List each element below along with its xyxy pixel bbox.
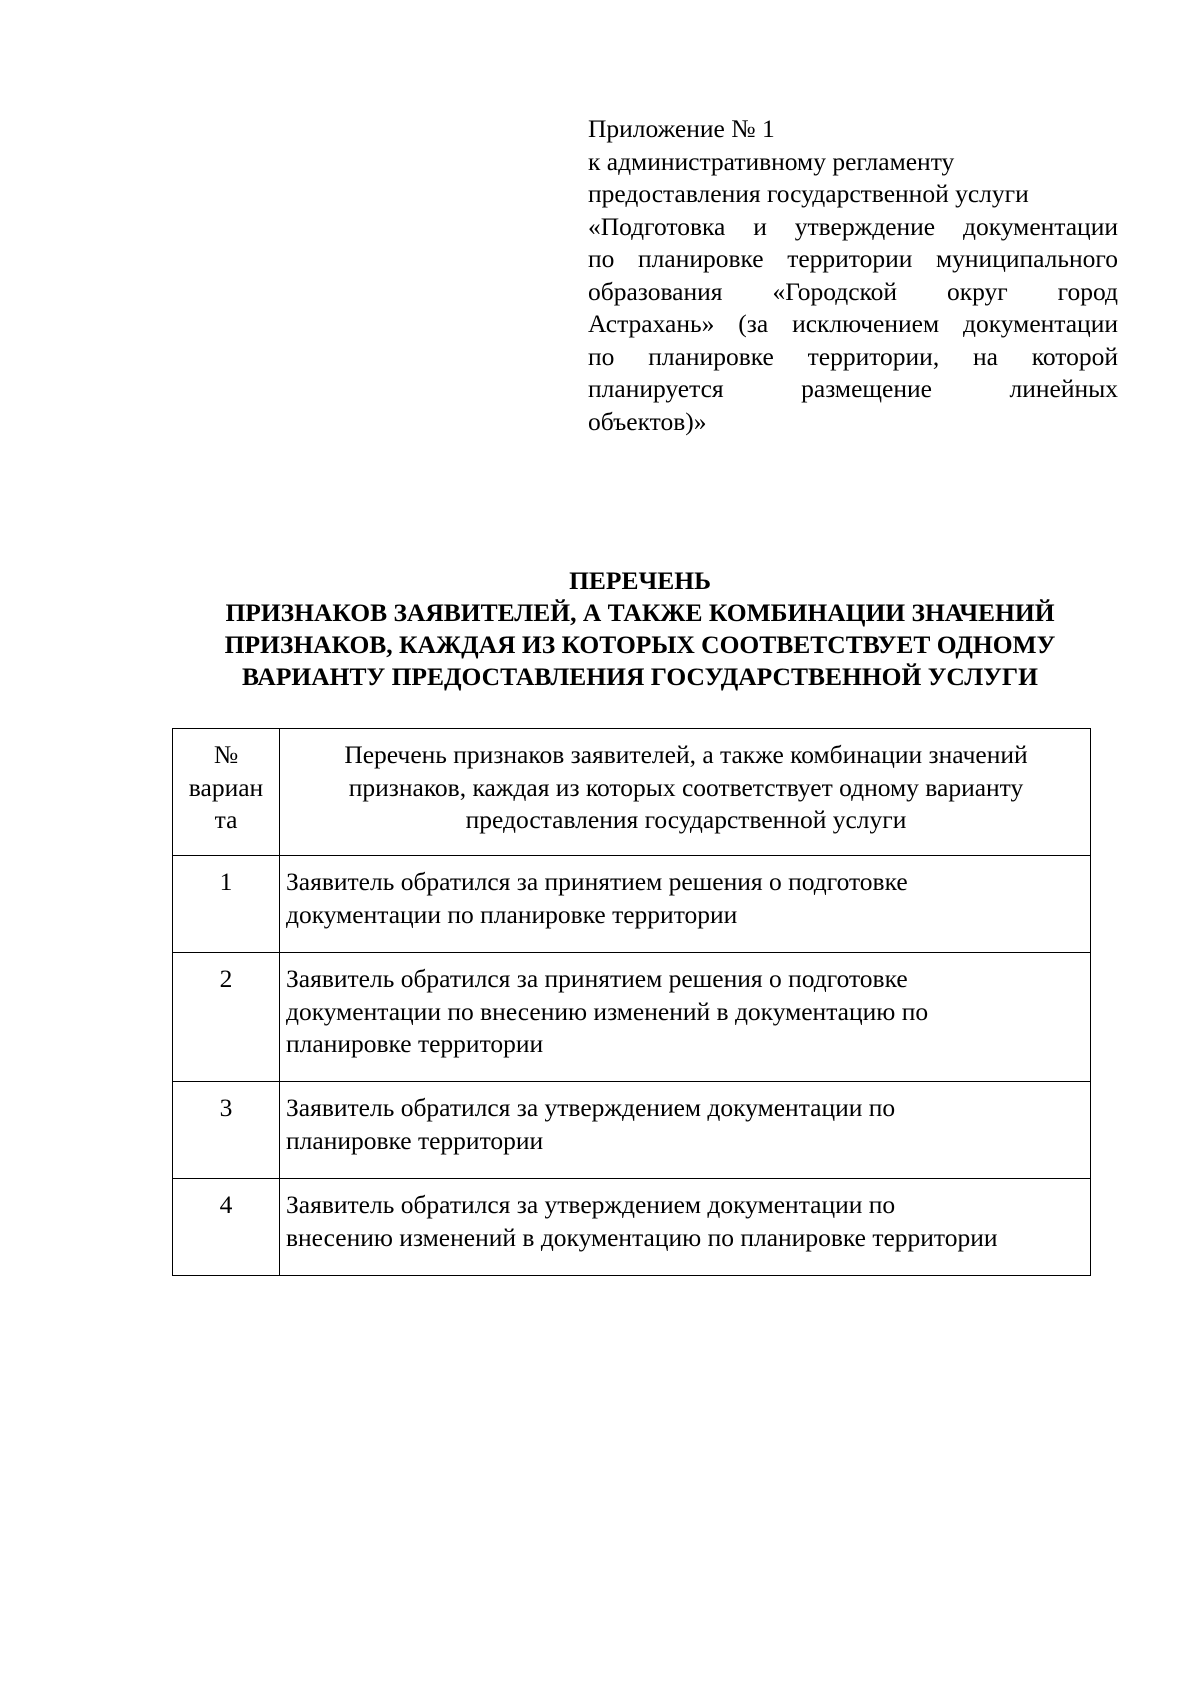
appendix-line: по планировке территории муниципального bbox=[588, 244, 1118, 273]
header-num-line: № bbox=[213, 740, 239, 769]
table-row bbox=[173, 953, 1091, 1082]
variant-text-line: документации по планировке территории bbox=[286, 899, 738, 929]
variant-text-line: планировке территории bbox=[286, 1029, 544, 1058]
title-line: ПРИЗНАКОВ ЗАЯВИТЕЛЕЙ, А ТАКЖЕ КОМБИНАЦИИ ЗНАЧЕНИЙ bbox=[225, 598, 1055, 627]
appendix-block bbox=[588, 113, 1118, 438]
variant-text-line: Заявитель обратился за принятием решения о подготовке bbox=[286, 867, 908, 896]
variant-description bbox=[280, 1179, 1091, 1276]
appendix-line: «Подготовка и утверждение документации bbox=[588, 211, 1118, 241]
variant-text-line: внесению изменений в документацию по планировке территории bbox=[286, 1222, 998, 1252]
variant-text-line: документации по внесению изменений в документацию по bbox=[286, 996, 929, 1026]
table-row bbox=[173, 856, 1091, 953]
header-text-cell bbox=[280, 729, 1091, 856]
title-line: ПРИЗНАКОВ, КАЖДАЯ ИЗ КОТОРЫХ СООТВЕТСТВУЕТ ОДНОМУ bbox=[224, 630, 1056, 659]
variant-number: 2 bbox=[173, 953, 280, 1082]
appendix-line: предоставления государственной услуги bbox=[588, 179, 1029, 208]
table-header-row bbox=[173, 729, 1091, 856]
variant-description bbox=[280, 953, 1091, 1082]
header-text-line: Перечень признаков заявителей, а также комбинации значений bbox=[344, 740, 1028, 769]
variant-number: 1 bbox=[173, 856, 280, 953]
table-row bbox=[173, 1082, 1091, 1179]
variant-text-line: планировке территории bbox=[286, 1125, 544, 1155]
header-num-line: вариан bbox=[188, 772, 264, 802]
title-line: ВАРИАНТУ ПРЕДОСТАВЛЕНИЯ ГОСУДАРСТВЕННОЙ УСЛУГИ bbox=[242, 662, 1038, 691]
appendix-line: к административному регламенту bbox=[588, 146, 955, 176]
appendix-line: планируется размещение линейных bbox=[588, 374, 1118, 403]
appendix-line: объектов)» bbox=[588, 406, 707, 436]
appendix-line: Приложение № 1 bbox=[588, 114, 775, 143]
header-num-line: та bbox=[214, 805, 238, 834]
header-text-line: признаков, каждая из которых соответствует одному варианту bbox=[348, 772, 1024, 802]
variant-number: 4 bbox=[173, 1179, 280, 1276]
variant-number: 3 bbox=[173, 1082, 280, 1179]
variant-description bbox=[280, 1082, 1091, 1179]
header-text-line: предоставления государственной услуги bbox=[465, 805, 907, 834]
table-row bbox=[173, 1179, 1091, 1276]
appendix-line: Астрахань» (за исключением документации bbox=[588, 309, 1118, 338]
header-num-cell bbox=[173, 729, 280, 856]
variant-text-line: Заявитель обратился за принятием решения о подготовке bbox=[286, 964, 908, 993]
variants-table bbox=[172, 728, 1091, 1276]
variant-description bbox=[280, 856, 1091, 953]
appendix-line: образования «Городской округ город bbox=[588, 276, 1118, 306]
appendix-line: по планировке территории, на которой bbox=[588, 341, 1118, 371]
document-title bbox=[160, 565, 1120, 693]
variant-text-line: Заявитель обратился за утверждением документации по bbox=[286, 1190, 896, 1219]
title-line: ПЕРЕЧЕНЬ bbox=[569, 566, 711, 595]
variant-text-line: Заявитель обратился за утверждением документации по bbox=[286, 1093, 896, 1122]
